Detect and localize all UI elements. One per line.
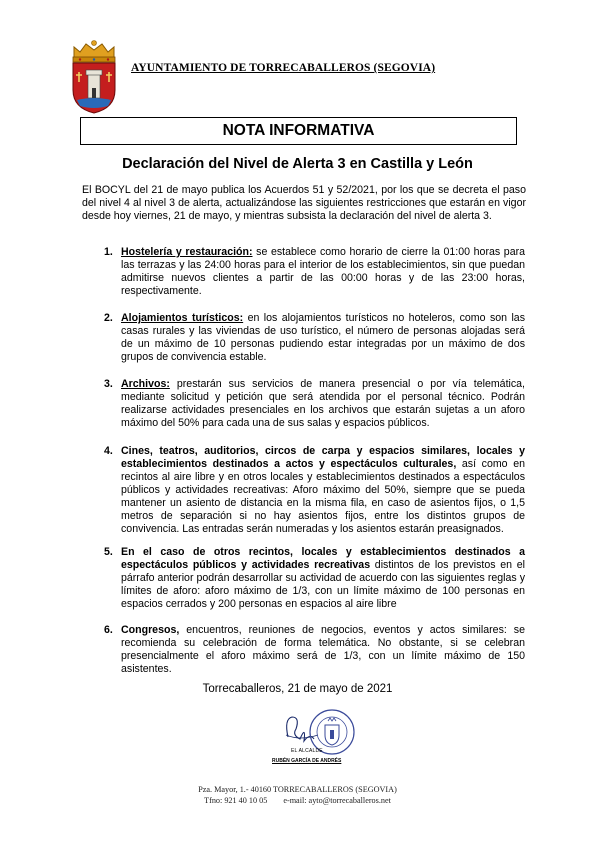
list-item-number: 6. [104, 624, 113, 636]
list-item-number: 2. [104, 312, 113, 324]
list-item-heading: Congresos, [121, 624, 180, 636]
list-item-body: en los alojamientos turísticos no hoteleros, como son las casas rurales y las viviendas de uso turístico, el número de personas alojadas será de un máximo de 10 personas pudiendo estar integradas por un máximo de dos grupos de convivencia estable. [121, 312, 525, 363]
list-item-heading: Hostelería y restauración: [121, 246, 253, 258]
list-item-body: así como en recintos al aire libre y en otros locales y establecimientos destinados a espectáculos públicos y actividades recreativas: Aforo máximo del 50%, siempre que se pueda mantener un asiento de distancia en la misma fila, en caso de asientos fijos, o 1,5 metros de separación si no hay asientos fijos, entre los distintos grupos de convivencia. Las entradas serán numeradas y los asientos estarán preasignados. [121, 458, 525, 535]
list-item-number: 5. [104, 546, 113, 558]
list-item-heading: Archivos: [121, 378, 170, 390]
list-item-body: se establece como horario de cierre la 01:00 horas para las terrazas y las 24:00 horas para el interior de los establecimientos, sin que puedan admitirse nuevos clientes a partir de las 00:00 horas y de las 23:00 horas, respectivamente. [121, 246, 526, 297]
list-item-number: 4. [104, 445, 113, 457]
list-item-body: prestarán sus servicios de manera presencial o por vía telemática, mediante solicitud y petición que será atendida por el personal técnico. Podrán realizarse actividades presenciales en los archivos que estarán sujetas a un aforo máximo del 50% para cada una de sus salas y espacios públicos. [121, 378, 525, 429]
mayor-role: EL ALCALDE [291, 748, 323, 754]
footer-phone: Tfno: 921 40 10 05 [204, 796, 268, 805]
town-hall-name: AYUNTAMIENTO DE TORRECABALLEROS (SEGOVIA) [131, 62, 436, 74]
notice-box-title: NOTA INFORMATIVA [80, 117, 517, 145]
footer-address: Pza. Mayor, 1.- 40160 TORRECABALLEROS (SEGOVIA) [198, 785, 397, 794]
list-item-number: 1. [104, 246, 113, 258]
municipal-coat-of-arms-icon [68, 38, 120, 114]
list-item-heading: En el caso de otros recintos, locales y establecimientos destinados a espectáculos públicos y actividades recreativas [121, 546, 525, 571]
list-item-body: encuentros, reuniones de negocios, eventos y actos similares: se recomienda su celebración de forma telemática. No obstante, si se celebran presencialmente el aforo máximo será de 1/3, con un límite máximo de 150 asistentes. [121, 624, 525, 675]
intro-paragraph: El BOCYL del 21 de mayo publica los Acuerdos 51 y 52/2021, por los que se decreta el paso del nivel 4 al nivel 3 de alerta, actualizándose las siguientes restricciones que estarán en vigor desde hoy viernes, 21 de mayo, y mientras subsista la declaración del nivel de alerta 3. [82, 184, 526, 222]
place-and-date: Torrecaballeros, 21 de mayo de 2021 [202, 683, 393, 695]
list-item-heading: Alojamientos turísticos: [121, 312, 244, 324]
list-item-body: distintos de los previstos en el párrafo anterior podrán desarrollar su actividad de acuerdo con las siguientes reglas y límites de aforo: aforo máximo de 1/3, con un límite máximo de 100 personas en espacios cerrados y 200 personas en espacios al aire libre [121, 559, 525, 610]
notice-subtitle: Declaración del Nivel de Alerta 3 en Castilla y León [122, 156, 473, 172]
footer-email: e-mail: ayto@torrecaballeros.net [283, 796, 391, 805]
list-item-number: 3. [104, 378, 113, 390]
mayor-name: RUBÉN GARCÍA DE ANDRÉS [272, 758, 342, 764]
page-footer [0, 784, 595, 806]
list-item-heading: Cines, teatros, auditorios, circos de carpa y espacios similares, locales y establecimientos destinados a actos y espectáculos culturales, [121, 445, 525, 470]
